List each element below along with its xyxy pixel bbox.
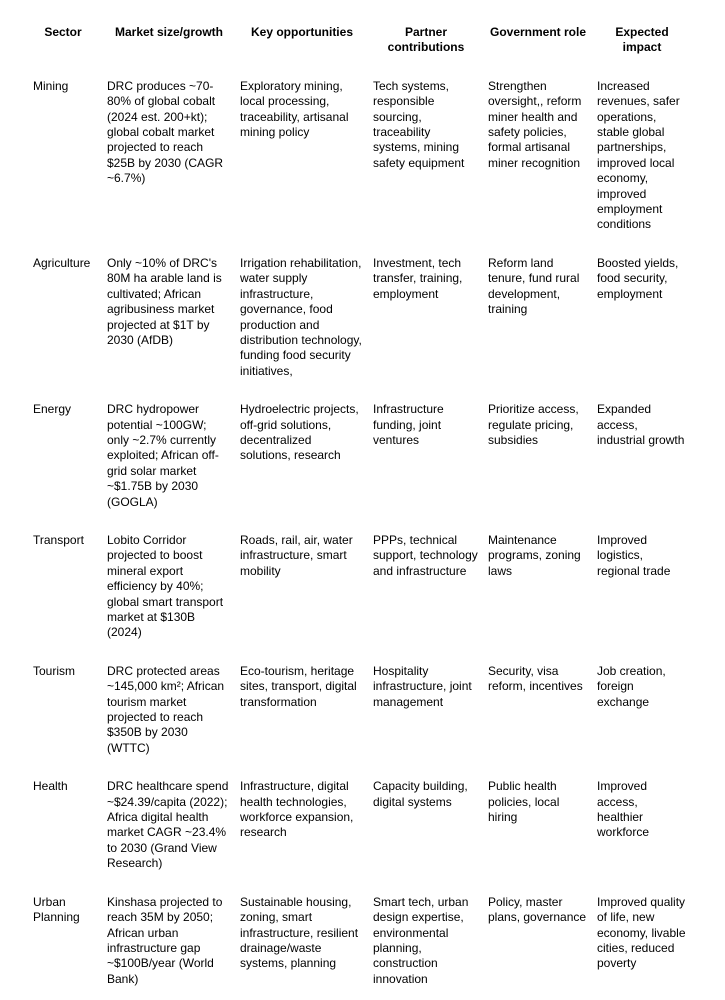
cell-government-role: Public health policies, local hiring: [488, 779, 560, 825]
cell-expected-impact: Job creation, foreign exchange: [597, 663, 666, 709]
cell-market-size-growth: DRC produces ~70-80% of global cobalt (2024 est. 200+kt); global cobalt market projected to reach $25B by 2030 (CAGR ~6.7%): [107, 78, 224, 186]
cell-expected-impact: Improved quality of life, new economy, livable cities, reduced poverty: [597, 894, 686, 971]
column-header-partner-contributions: Partner contributions: [387, 25, 465, 55]
cell-sector: Health: [33, 779, 68, 794]
column-header-government-role: Government role: [489, 25, 587, 39]
table-row-health: [33, 779, 692, 894]
table-row-energy: [33, 402, 692, 533]
cell-partner-contributions: Infrastructure funding, joint ventures: [373, 402, 444, 447]
cell-expected-impact: Improved access, healthier workforce: [597, 779, 650, 840]
cell-key-opportunities: Exploratory mining, local processing, traceability, artisanal mining policy: [240, 78, 349, 140]
column-header-key-opportunities: Key opportunities: [250, 25, 353, 39]
cell-sector: Urban Planning: [33, 894, 80, 925]
cell-market-size-growth: DRC healthcare spend ~$24.39/capita (2022); Africa digital health market CAGR ~23.4% to 2030 (Grand View Research): [107, 779, 229, 871]
cell-partner-contributions: Smart tech, urban design expertise, environmental planning, construction innovation: [373, 894, 469, 986]
table-row-agriculture: [33, 256, 692, 402]
cell-government-role: Policy, master plans, governance: [488, 894, 587, 925]
cell-sector: Agriculture: [33, 255, 91, 270]
table-header-row: [33, 25, 692, 79]
cell-sector: Energy: [33, 402, 72, 417]
cell-government-role: Strengthen oversight,, reform miner health and safety policies, formal artisanal miner recognition: [488, 78, 582, 170]
cell-government-role: Maintenance programs, zoning laws: [488, 532, 581, 578]
table-row-transport: [33, 533, 692, 664]
column-header-expected-impact: Expected impact: [615, 25, 669, 55]
cell-sector: Transport: [33, 532, 84, 547]
cell-partner-contributions: Capacity building, digital systems: [373, 779, 468, 809]
cell-key-opportunities: Irrigation rehabilitation, water supply infrastructure, governance, food production and distribution technology, funding food security initiatives,: [240, 255, 362, 378]
cell-market-size-growth: DRC protected areas ~145,000 km²; African tourism market projected to reach $350B by 2030 (WTTC): [107, 663, 225, 755]
cell-key-opportunities: Infrastructure, digital health technologies, workforce expansion, research: [240, 779, 354, 840]
cell-partner-contributions: Hospitality infrastructure, joint management: [373, 663, 472, 709]
cell-government-role: Prioritize access, regulate pricing, subsidies: [488, 402, 579, 447]
cell-market-size-growth: Only ~10% of DRC's 80M ha arable land is cultivated; African agribusiness market projected at $1T by 2030 (AfDB): [107, 255, 222, 347]
cell-expected-impact: Increased revenues, safer operations, stable global partnerships, improved local economy, improved employment conditions: [597, 78, 680, 232]
sector-table: [33, 25, 692, 1000]
cell-expected-impact: Improved logistics, regional trade: [597, 532, 671, 578]
cell-market-size-growth: Lobito Corridor projected to boost mineral export efficiency by 40%; global smart transport market at $130B (2024): [107, 532, 224, 640]
cell-expected-impact: Boosted yields, food security, employment: [597, 255, 679, 301]
table-row-tourism: [33, 664, 692, 779]
cell-key-opportunities: Sustainable housing, zoning, smart infrastructure, resilient drainage/waste systems, planning: [240, 894, 359, 971]
cell-expected-impact: Expanded access, industrial growth: [597, 402, 685, 447]
cell-partner-contributions: Investment, tech transfer, training, employment: [373, 255, 463, 301]
cell-market-size-growth: DRC hydropower potential ~100GW; only ~2.7% currently exploited; African off-grid solar market ~$1.75B by 2030 (GOGLA): [107, 402, 219, 509]
table-row-urban-planning: [33, 895, 692, 1000]
cell-sector: Mining: [33, 78, 69, 93]
cell-sector: Tourism: [33, 663, 76, 678]
cell-market-size-growth: Kinshasa projected to reach 35M by 2050; African urban infrastructure gap ~$100B/year (World Bank): [107, 894, 223, 986]
column-header-market-size-growth: Market size/growth: [114, 25, 224, 39]
cell-partner-contributions: PPPs, technical support, technology and infrastructure: [373, 532, 478, 578]
cell-government-role: Security, visa reform, incentives: [488, 663, 583, 694]
cell-government-role: Reform land tenure, fund rural development, training: [488, 255, 580, 317]
cell-key-opportunities: Eco-tourism, heritage sites, transport, digital transformation: [240, 663, 357, 709]
column-header-sector: Sector: [44, 25, 82, 39]
cell-key-opportunities: Roads, rail, air, water infrastructure, smart mobility: [240, 532, 353, 578]
table-row-mining: [33, 79, 692, 256]
cell-key-opportunities: Hydroelectric projects, off-grid solutions, decentralized solutions, research: [240, 402, 359, 463]
cell-partner-contributions: Tech systems, responsible sourcing, traceability systems, mining safety equipment: [373, 78, 465, 170]
